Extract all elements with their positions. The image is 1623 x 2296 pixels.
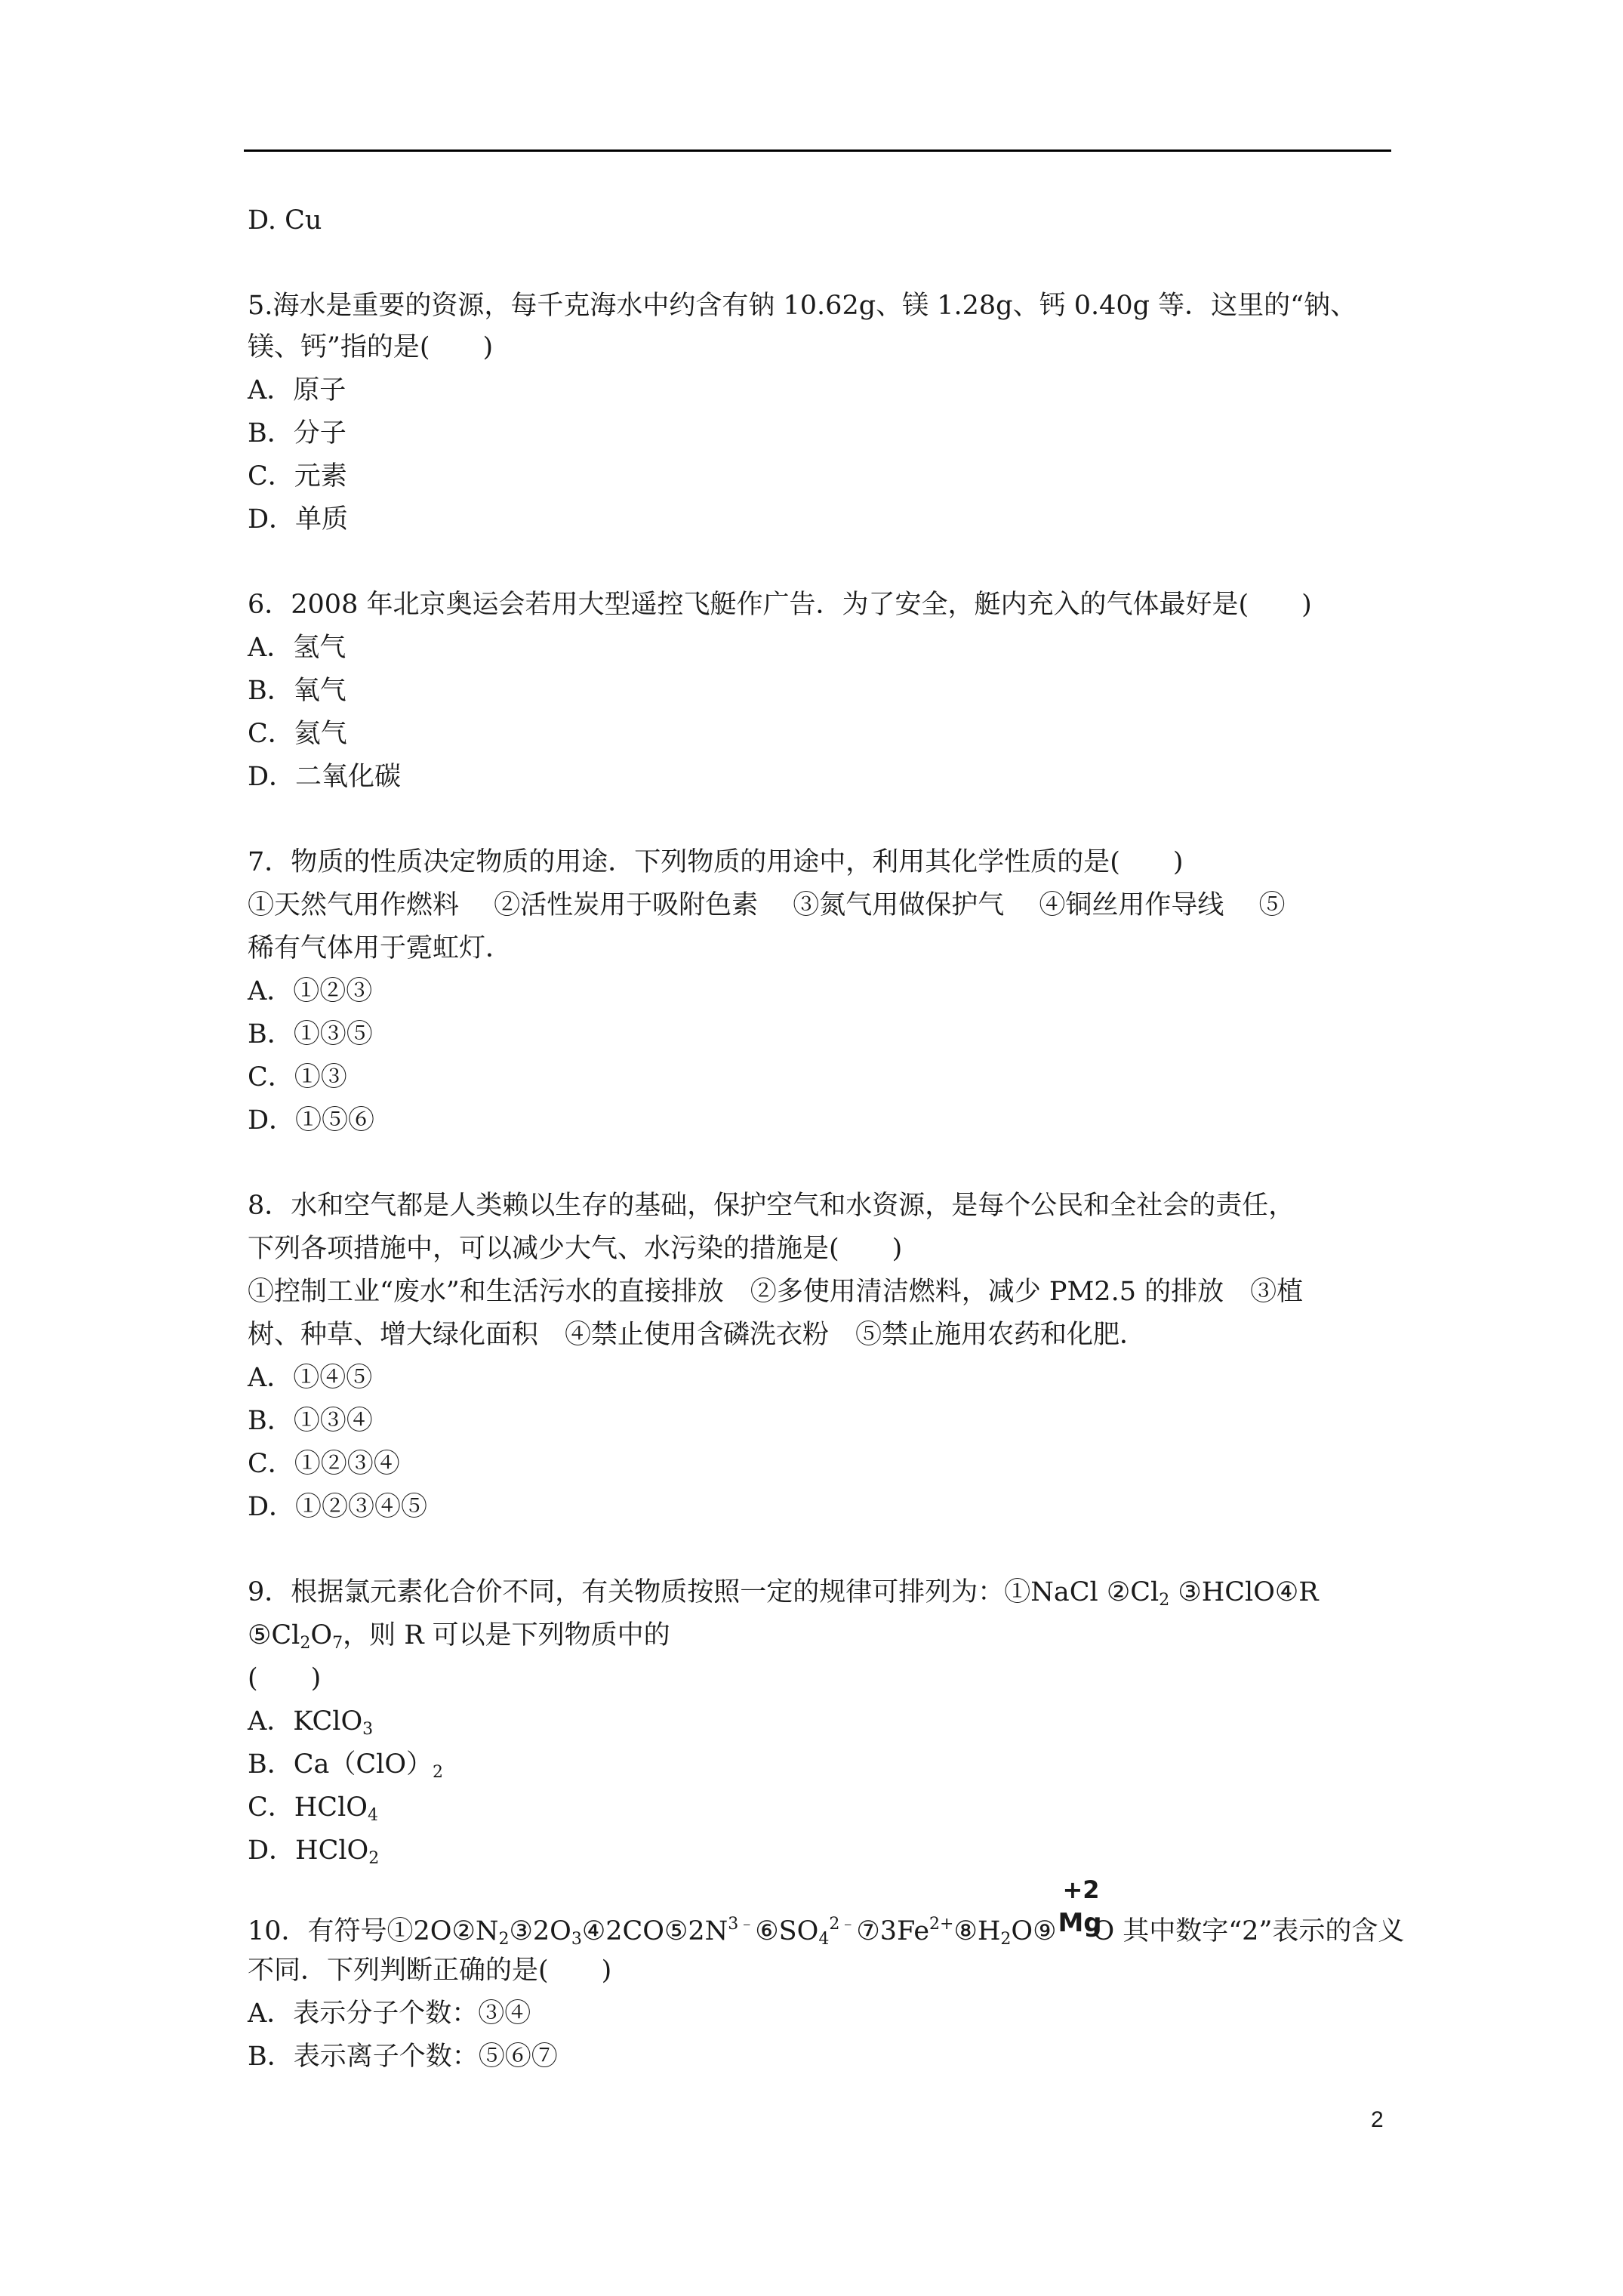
q9-option-a (248, 1705, 373, 1746)
q9-option-d (248, 1834, 379, 1875)
q9-option-d-sub: 2 (368, 1849, 380, 1868)
q9-option-a-text: A．KClO (248, 1706, 363, 1737)
q5-option-c: C．元素 (248, 461, 347, 492)
q10-text-4: ⑥SO (755, 1916, 819, 1946)
valence-notation (1058, 1875, 1102, 1940)
q10-option-a: A．表示分子个数：③④ (248, 1999, 531, 2029)
q7-option-a: A．①②③ (248, 976, 373, 1006)
q9-stem-sub: 2 (1159, 1591, 1170, 1610)
q10-option-b: B．表示离子个数：⑤⑥⑦ (248, 2042, 558, 2072)
q9-line2-c: ，则 R 可以是下列物质中的 (343, 1620, 670, 1650)
q6-option-b: B．氧气 (248, 676, 346, 706)
q10-text-3: ④2CO⑤2N (581, 1916, 728, 1946)
q10-stem-line2: 不同．下列判断正确的是( ) (248, 1955, 612, 1986)
q10-sub-4: 2 (1000, 1930, 1012, 1949)
q8-option-d: D．①②③④⑤ (248, 1492, 428, 1522)
q5-stem-line2: 镁、钙”指的是( ) (248, 332, 494, 362)
q9-option-c-sub: 4 (367, 1806, 378, 1825)
q10-text-8: O 其中数字“2”表示的含义 (1092, 1916, 1405, 1946)
q5-stem-line1: 5.海水是重要的资源，每千克海水中约含有钠 10.62g、镁 1.28g、钙 0.40g 等．这里的“钠、 (248, 291, 1357, 321)
valence-charge: +2 (1062, 1875, 1100, 1904)
q9-option-d-text: D．HClO (248, 1835, 369, 1866)
q8-option-c: C．①②③④ (248, 1449, 400, 1479)
q6-option-d: D．二氧化碳 (248, 762, 402, 792)
valence-symbol: Mg (1058, 1908, 1102, 1938)
q7-items-line2: 稀有气体用于霓虹灯． (248, 933, 513, 963)
q9-option-a-sub: 3 (362, 1720, 374, 1739)
q10-sub-3: 4 (818, 1930, 830, 1949)
q10-sub-2: 3 (571, 1930, 582, 1949)
header-rule (244, 149, 1391, 152)
q9-option-c (248, 1791, 378, 1832)
q10-text-7: O⑨ (1011, 1916, 1057, 1946)
q10-text-5: ⑦3Fe (856, 1916, 930, 1946)
q10-sup-2: 2﹣ (829, 1915, 857, 1934)
q10-text-2: ③2O (509, 1916, 571, 1946)
q9-stem-b: ③HClO④R (1169, 1577, 1319, 1607)
page-number: 2 (1371, 2107, 1384, 2132)
q8-stem-line2: 下列各项措施中，可以减少大气、水污染的措施是( ) (248, 1234, 903, 1264)
q8-option-b: B．①③④ (248, 1406, 373, 1436)
q7-option-c: C．①③ (248, 1062, 347, 1093)
q10-sub-1: 2 (498, 1930, 510, 1949)
q6-stem: 6．2008 年北京奥运会若用大型遥控飞艇作广告．为了安全，艇内充入的气体最好是( ) (248, 590, 1312, 620)
q9-option-b-text: B．Ca（ClO） (248, 1749, 433, 1780)
q8-items-line1: ①控制工业“废水”和生活污水的直接排放 ②多使用清洁燃料，减少 PM2.5 的排放 ③植 (248, 1277, 1304, 1307)
q5-option-b: B．分子 (248, 418, 346, 448)
q7-stem: 7．物质的性质决定物质的用途．下列物质的用途中，利用其化学性质的是( ) (248, 847, 1184, 877)
q6-option-c: C．氦气 (248, 719, 347, 749)
q10-text-1: 10．有符号①2O②N (248, 1916, 499, 1946)
q9-line2-sub1: 2 (300, 1634, 311, 1653)
q7-option-d: D．①⑤⑥ (248, 1105, 375, 1136)
q10-text-6: ⑧H (953, 1916, 1001, 1946)
q9-stem-a: 9．根据氯元素化合价不同，有关物质按照一定的规律可排列为：①NaCl ②Cl (248, 1577, 1160, 1607)
q8-stem-line1: 8．水和空气都是人类赖以生存的基础，保护空气和水资源，是每个公民和全社会的责任， (248, 1191, 1295, 1221)
q10-sup-3: 2+ (929, 1915, 954, 1934)
q4-option-d: D. Cu (248, 205, 322, 236)
q8-items-line2: 树、种草、增大绿化面积 ④禁止使用含磷洗衣粉 ⑤禁止施用农药和化肥． (248, 1320, 1147, 1350)
q5-option-a: A．原子 (248, 375, 346, 405)
q9-option-c-text: C．HClO (248, 1792, 368, 1823)
q9-stem-line2 (248, 1619, 670, 1660)
q7-items-line1: ①天然气用作燃料 ②活性炭用于吸附色素 ③氮气用做保护气 ④铜丝用作导线 ⑤ (248, 890, 1286, 920)
q9-stem-line1 (248, 1576, 1319, 1617)
q5-option-d: D．单质 (248, 504, 349, 535)
q9-stem-line3: ( ) (248, 1663, 322, 1693)
q10-stem-line1 (248, 1875, 1405, 1956)
q6-option-a: A．氢气 (248, 633, 346, 663)
q9-line2-b: O (310, 1620, 333, 1650)
q9-line2-a: ⑤Cl (248, 1620, 300, 1650)
q9-option-b (248, 1748, 443, 1789)
q9-option-b-sub: 2 (433, 1763, 444, 1782)
q9-line2-sub2: 7 (332, 1634, 343, 1653)
q8-option-a: A．①④⑤ (248, 1363, 373, 1393)
q7-option-b: B．①③⑤ (248, 1019, 373, 1049)
q10-sup-1: 3﹣ (728, 1915, 756, 1934)
